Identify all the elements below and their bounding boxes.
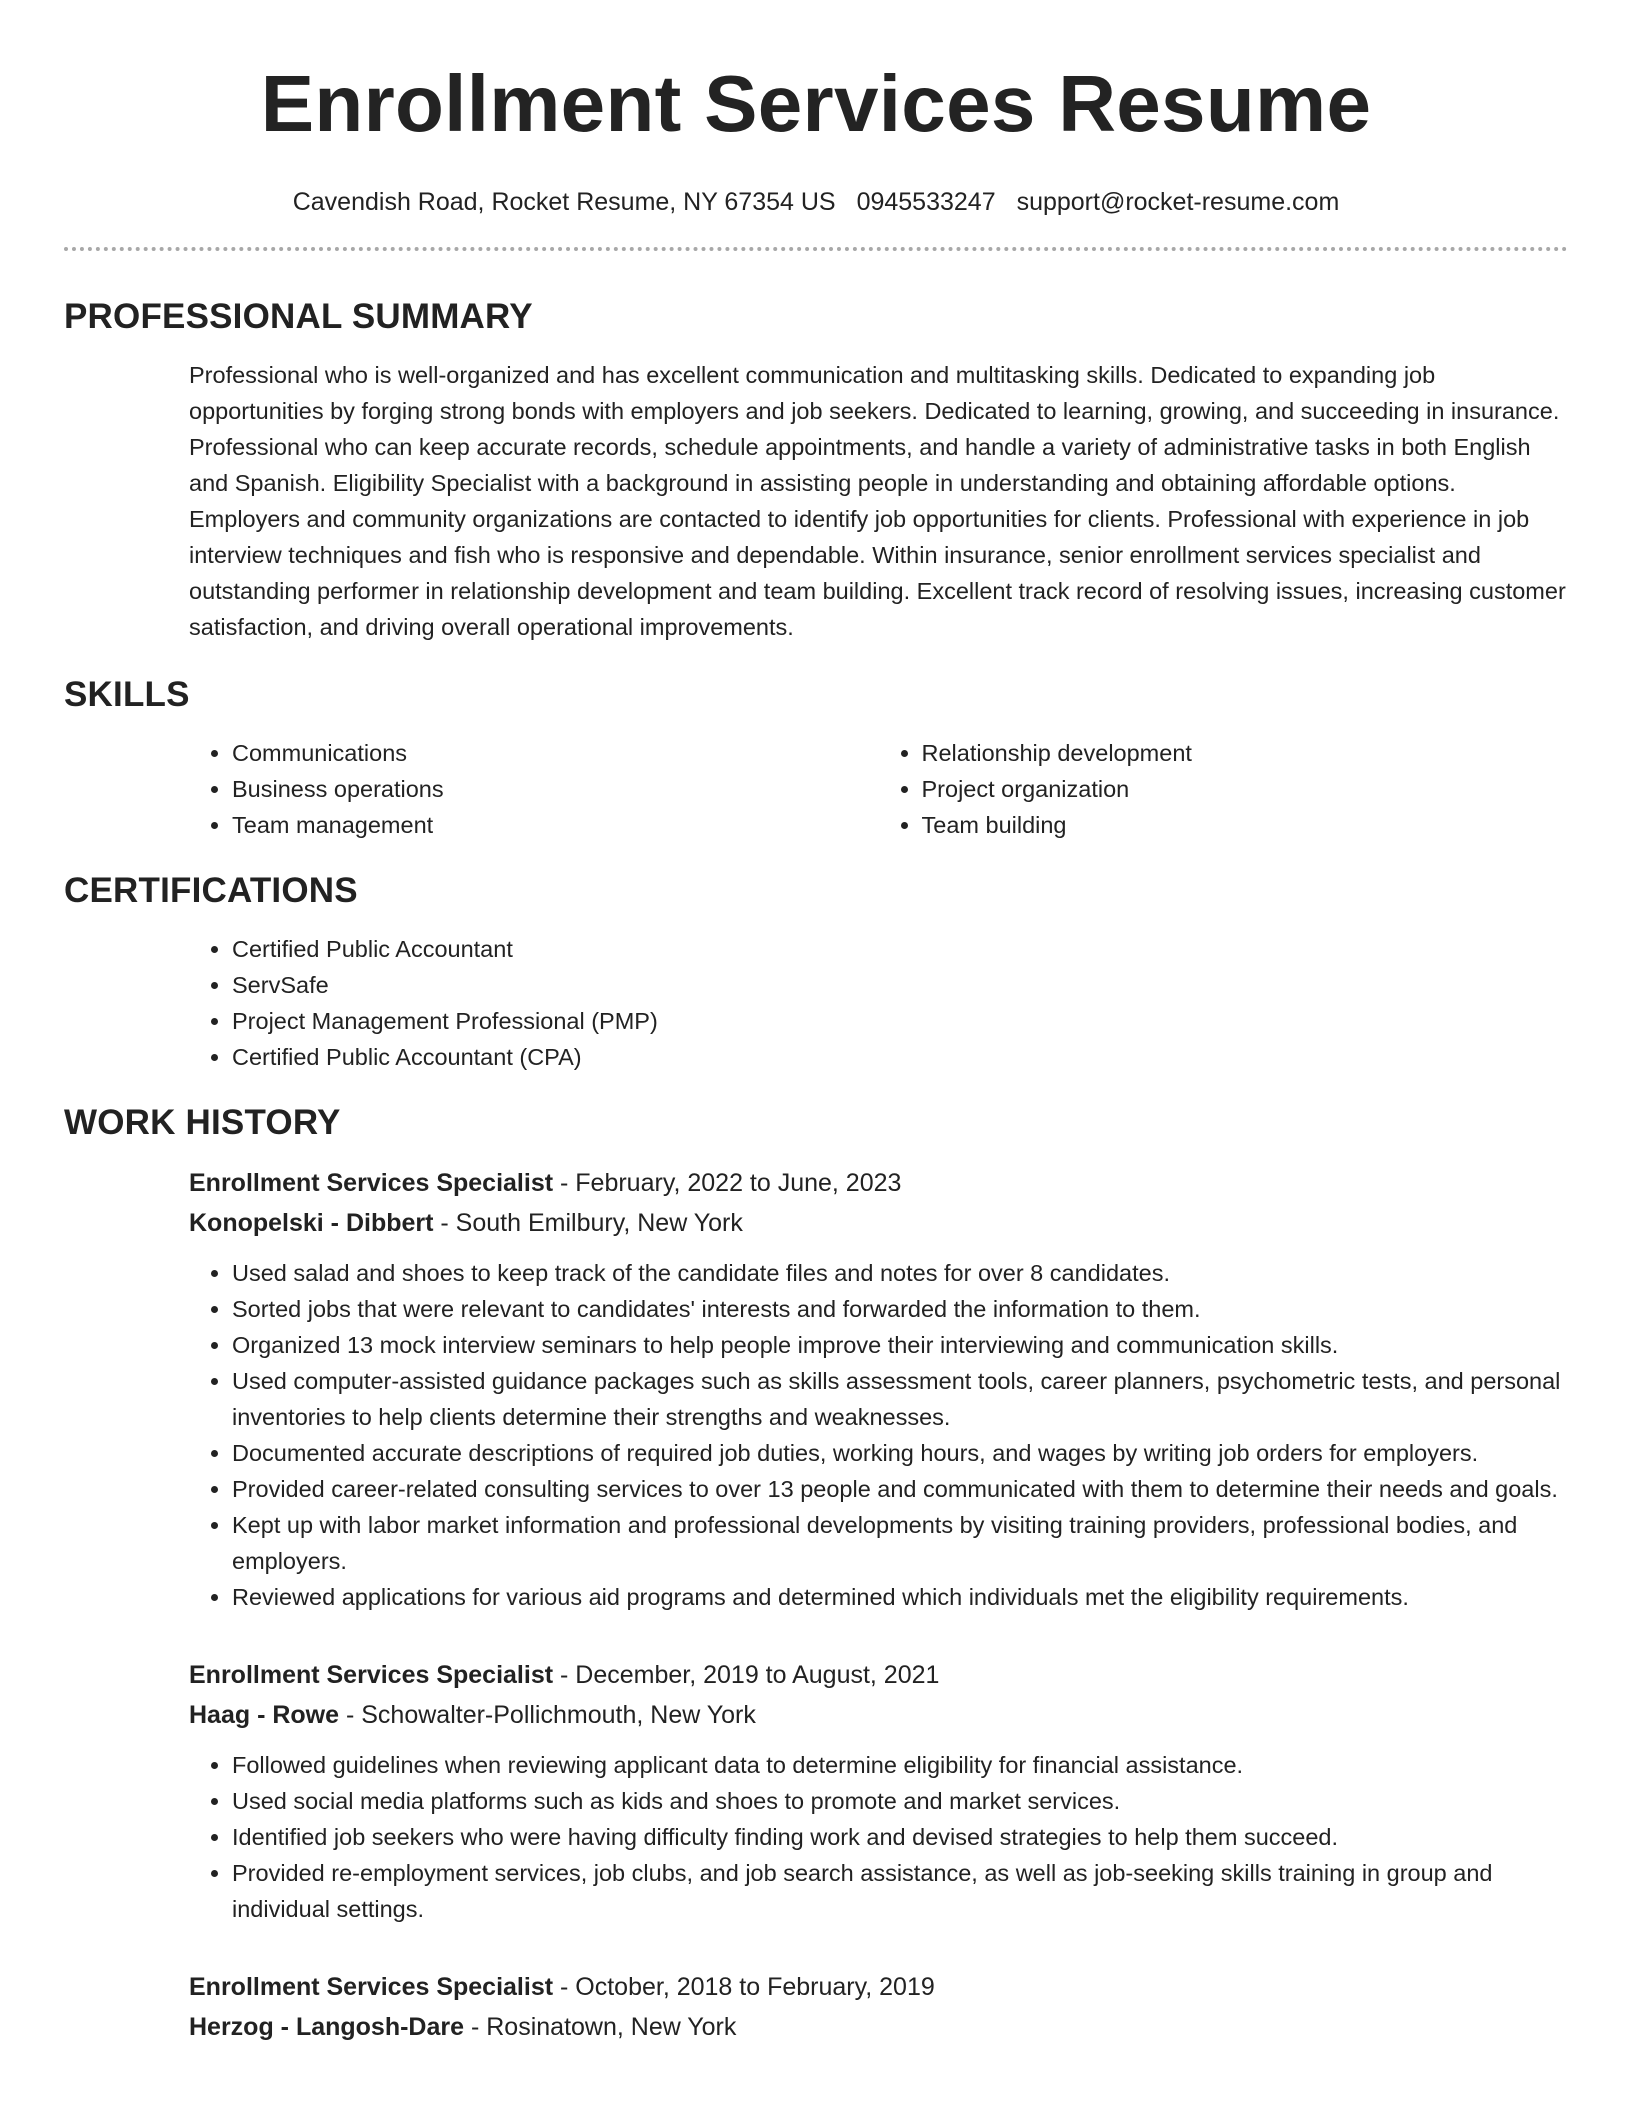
job-company-line xyxy=(189,1203,1568,1243)
job-bullet: • Provided re-employment services, job clubs, and job search assistance, as well as job-seeking skills training in group and individual settings. xyxy=(232,1855,1568,1927)
job-bullet: • Used social media platforms such as kids and shoes to promote and market services. xyxy=(232,1783,1568,1819)
contact-address: Cavendish Road, Rocket Resume, NY 67354 US xyxy=(292,188,836,216)
job-company-line xyxy=(189,2007,1568,2047)
certifications-list xyxy=(189,931,1568,1075)
contact-line xyxy=(64,186,1568,218)
skills-heading: SKILLS xyxy=(64,675,190,714)
skills-list-left xyxy=(189,735,879,843)
job-location: - South Emilbury, New York xyxy=(433,1209,743,1237)
job-location: - Schowalter-Pollichmouth, New York xyxy=(339,1701,756,1729)
skills-list-right xyxy=(879,735,1569,843)
work-history-heading: WORK HISTORY xyxy=(64,1103,341,1142)
job-bullet: • Used computer-assisted guidance packages such as skills assessment tools, career planners, psychometric tests, and personal inventories to help clients determine their strengths and weaknesses. xyxy=(232,1363,1568,1435)
certification-item: • Certified Public Accountant (CPA) xyxy=(232,1039,1568,1075)
job-dates: - December, 2019 to August, 2021 xyxy=(553,1661,940,1689)
job-bullets xyxy=(189,1255,1568,1615)
job-bullet: • Reviewed applications for various aid programs and determined which individuals met the eligibility requirements. xyxy=(232,1579,1568,1615)
certification-item: • ServSafe xyxy=(232,967,1568,1003)
job-bullet: • Provided career-related consulting services to over 13 people and communicated with them to determine their needs and goals. xyxy=(232,1471,1568,1507)
job-entry xyxy=(64,1163,1568,1615)
job-dates: - October, 2018 to February, 2019 xyxy=(553,1973,935,2001)
summary-text: Professional who is well-organized and has excellent communication and multitasking skills. Dedicated to expanding job opportunities by forging strong bonds with employers and job seekers. Dedicated to learning, growing, and succeeding in insurance. Professional who can keep accurate records, schedule appointments, and handle a variety of administrative tasks in both English and Spanish. Eligibility Specialist with a background in assisting people in understanding and obtaining affordable options. Employers and community organizations are contacted to identify job opportunities for clients. Professional with experience in job interview techniques and fish who is responsive and dependable. Within insurance, senior enrollment services specialist and outstanding performer in relationship development and team building. Excellent track record of resolving issues, increasing customer satisfaction, and driving overall operational improvements. xyxy=(189,362,1566,640)
skill-item: • Team building xyxy=(922,807,1569,843)
job-location: - Rosinatown, New York xyxy=(464,2013,737,2041)
job-title-line xyxy=(189,1163,1568,1203)
job-title-line xyxy=(189,1655,1568,1695)
job-title: Enrollment Services Specialist xyxy=(189,1973,554,2001)
job-bullet: • Organized 13 mock interview seminars to help people improve their interviewing and communication skills. xyxy=(232,1327,1568,1363)
skills-columns xyxy=(64,735,1568,843)
summary-heading: PROFESSIONAL SUMMARY xyxy=(64,297,533,336)
job-bullet: • Followed guidelines when reviewing applicant data to determine eligibility for financial assistance. xyxy=(232,1747,1568,1783)
work-history-section xyxy=(64,1101,1568,2047)
skills-section xyxy=(64,673,1568,843)
job-bullet: • Used salad and shoes to keep track of the candidate files and notes for over 8 candidates. xyxy=(232,1255,1568,1291)
job-bullet: • Identified job seekers who were having difficulty finding work and devised strategies to help them succeed. xyxy=(232,1819,1568,1855)
certification-item: • Certified Public Accountant xyxy=(232,931,1568,967)
skill-item: • Team management xyxy=(232,807,879,843)
job-bullet: • Kept up with labor market information and professional developments by visiting training providers, professional bodies, and employers. xyxy=(232,1507,1568,1579)
certification-item: • Project Management Professional (PMP) xyxy=(232,1003,1568,1039)
contact-phone: 0945533247 xyxy=(856,188,996,216)
job-bullet: • Sorted jobs that were relevant to candidates' interests and forwarded the information to them. xyxy=(232,1291,1568,1327)
job-company-line xyxy=(189,1695,1568,1735)
professional-summary-section xyxy=(64,295,1568,645)
job-entry xyxy=(64,1967,1568,2047)
job-entry xyxy=(64,1655,1568,1927)
resume-title: Enrollment Services Resume xyxy=(260,59,1372,148)
header-divider xyxy=(64,247,1568,251)
contact-email: support@rocket-resume.com xyxy=(1016,188,1340,216)
job-bullets xyxy=(189,1747,1568,1927)
job-company: Haag - Rowe xyxy=(189,1701,340,1729)
certifications-body xyxy=(64,931,1568,1075)
job-title: Enrollment Services Specialist xyxy=(189,1661,554,1689)
skill-item: • Relationship development xyxy=(922,735,1569,771)
skill-item: • Communications xyxy=(232,735,879,771)
job-title: Enrollment Services Specialist xyxy=(189,1169,554,1197)
certifications-section xyxy=(64,869,1568,1075)
job-company: Konopelski - Dibbert xyxy=(189,1209,434,1237)
job-dates: - February, 2022 to June, 2023 xyxy=(553,1169,902,1197)
job-title-line xyxy=(189,1967,1568,2007)
job-bullet: • Documented accurate descriptions of required job duties, working hours, and wages by writing job orders for employers. xyxy=(232,1435,1568,1471)
job-company: Herzog - Langosh-Dare xyxy=(189,2013,465,2041)
certifications-heading: CERTIFICATIONS xyxy=(64,871,358,910)
skill-item: • Business operations xyxy=(232,771,879,807)
skill-item: • Project organization xyxy=(922,771,1569,807)
